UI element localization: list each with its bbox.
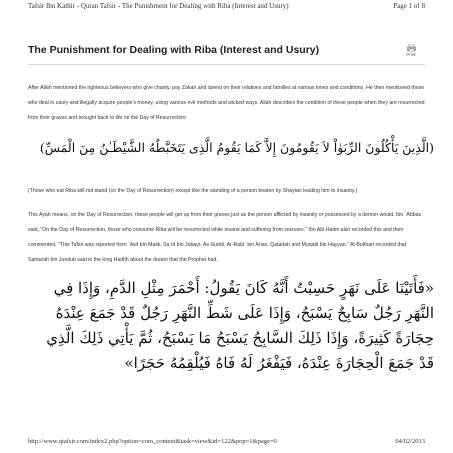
article-title: The Punishment for Dealing with Riba (Interest and Usury)	[28, 44, 320, 56]
printer-icon	[407, 44, 416, 52]
header-title: Tafsir Ibn Kathir - Quran Tafsir - The Punishment for Dealing with Riba (Interest and Usury)	[28, 2, 289, 10]
print-button[interactable]	[399, 44, 423, 60]
print-footer	[28, 438, 425, 448]
print-date: 04/02/2013	[395, 438, 425, 445]
quran-verse-arabic: (الَّذِينَ يَأْكُلُونَ الرِّبَوٰاْ لاَ يَقُومُونَ إِلاَّ كَمَا يَقُومُ الَّذِى يَتَخَبَّطُهُ الشَّيْطَـٰنُ مِنَ الْمَسِّ)	[39, 140, 434, 155]
page-number: Page 1 of 8	[393, 2, 425, 10]
hadith-arabic: «فَأَتَيْنَا عَلَى نَهَرٍ حَسِبْتُ أَنَّهُ كَانَ يَقُولُ: أَحْمَرَ مِثْلِ الدَّمِ، وَإِذَا فِي النَّهَرِ رَجُلٌ سَابِحٌ يَسْبَحُ، وَإِذَا عَلَى شَطِّ النَّهَرِ رَجُلٌ قَدْ جَمَعَ عِنْدَهُ حِجَارَةً كَثِيرَةً، وَإِذَا ذَلِكَ السَّابِحُ يَسْبَحُ مَا يَسْبَحُ، ثُمَّ يَأْتِي ذَلِكَ الَّذِي قَدْ جَمَعَ الْحِجَارَةَ عِنْدَهُ، فَيَفْغَرُ لَهُ فَاهُ فَيُلْقِمُهُ حَجَرًا»	[46, 279, 434, 372]
intro-paragraph: After Allah mentioned the righteous believers who give charity, pay Zakah and spend on their relatives and families at various times and conditions, He then mentioned those who deal in usury and illegally acquire people's money, using various evil methods and wicked ways. Allah describes the condition of these people when they are resurrected from their graves and brought back to life on the Day of Resurrection:	[28, 85, 425, 121]
page-url: http://www.qtafsir.com/index2.php?option=com_content&task=view&id=122&pop=1&page=0	[28, 438, 277, 445]
title-divider	[28, 64, 425, 65]
print-label: Print	[406, 52, 416, 57]
verse-translation: (Those who eat Riba will not stand (on the Day of Resurrection) except like the standing of a person beaten by Shaytan leading him to insanity.)	[28, 188, 358, 194]
commentary-paragraph: This Ayah means, on the Day of Resurrection, these people will get up from their graves just as the person afflicted by insanity or possessed by a demon would. Ibn `Abbas said, "On the Day of Resurrection, those who consume Riba will be resurrected while insane and suffering from seizures." Ibn Abi Hatim also recorded this and then commented, "This Tafsir was reported from `Awf bin Malik, Sa`id bin Jubayr, As-Suddi, Ar-Rabi` bin Anas, Qatadah and Muqatil bin Hayyan." Al-Bukhari recorded that Samurah bin Jundub said in the long Hadith about the dream that the Prophet had,	[28, 212, 422, 263]
print-header	[28, 2, 425, 12]
